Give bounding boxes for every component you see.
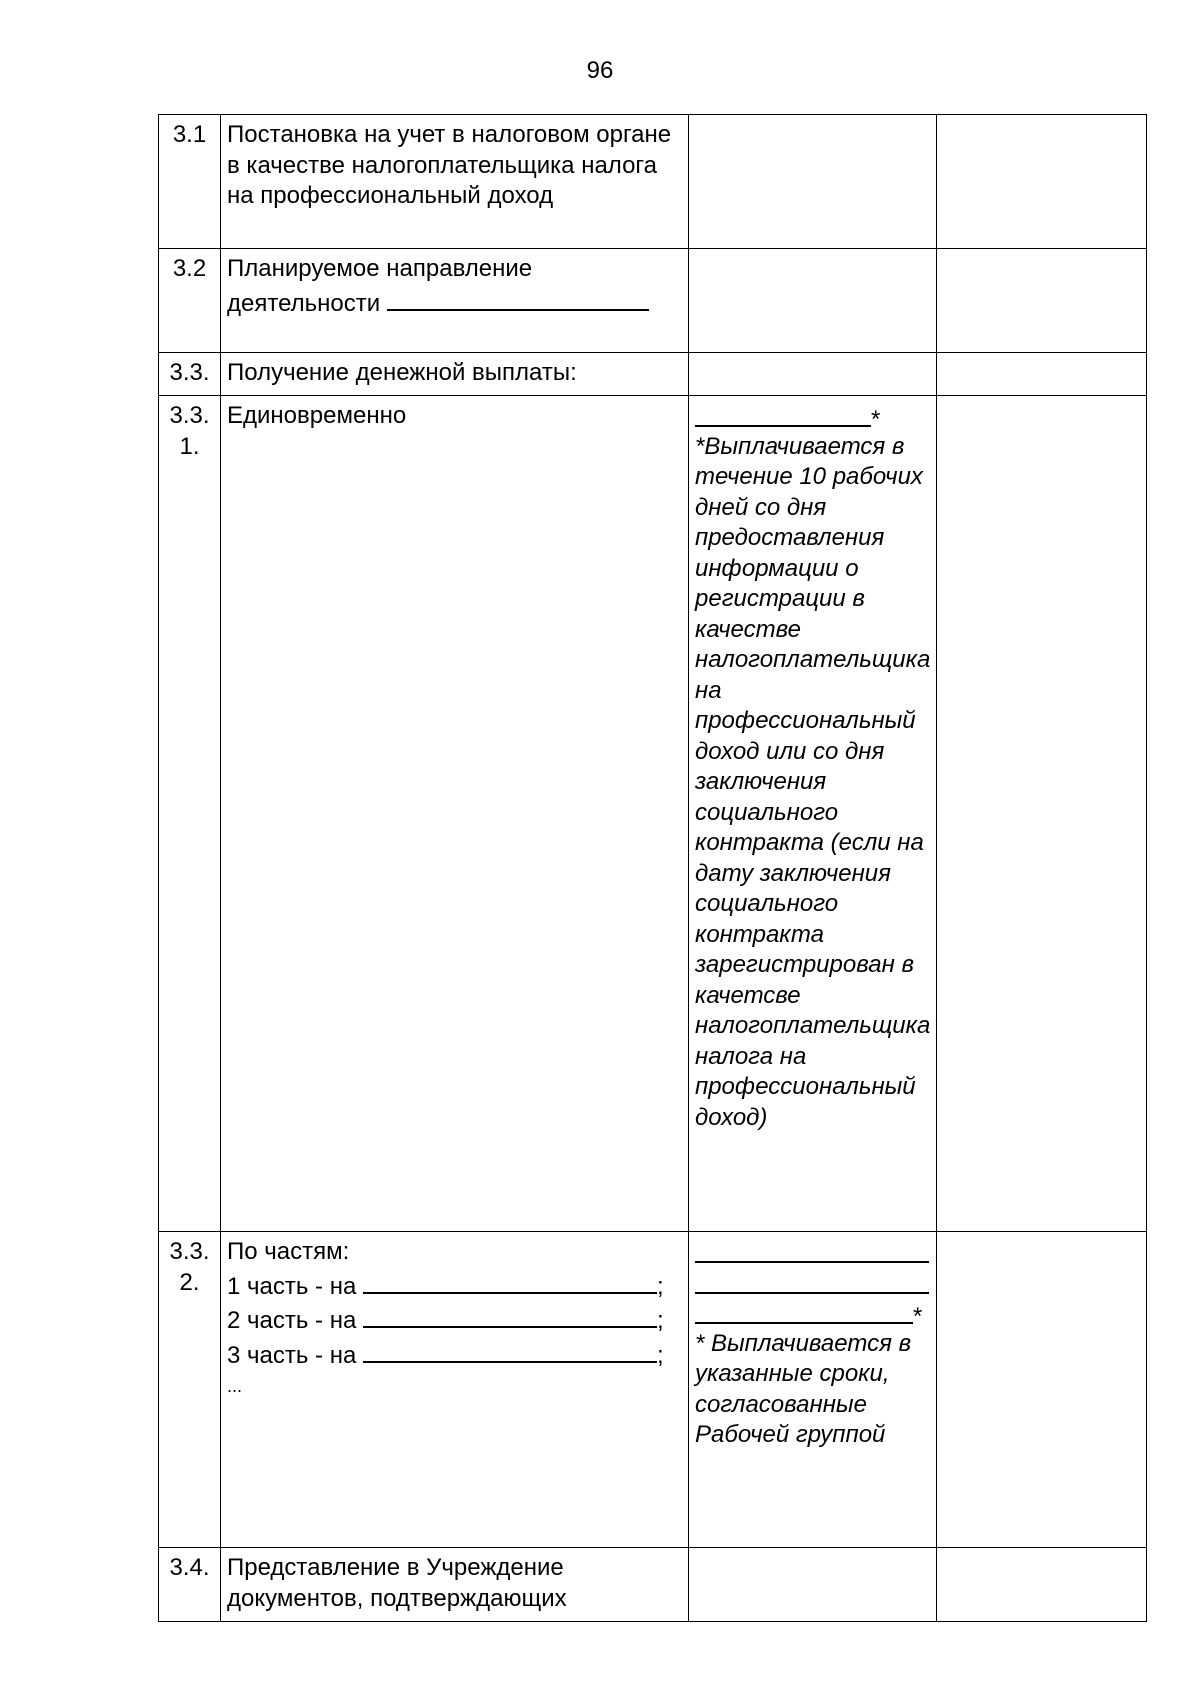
value-cell	[689, 1548, 937, 1622]
row-number: 3.1	[159, 115, 221, 249]
part-line: 3 часть - на ;	[227, 1337, 682, 1372]
payment-note: *Выплачивается в течение 10 рабочих дней со дня предоставления информации о регистрации в качестве налогоплательщика на профессиональный доход или со дня заключения социального контракта (если на дату заключения социального контракта зарегистрирован в качетсве налогоплательщика налога на профессиональный доход)	[695, 432, 931, 1131]
row-text-cell	[221, 249, 689, 353]
row-number: 3.3. 2.	[159, 1232, 221, 1548]
extra-cell	[937, 249, 1147, 353]
part-line: 2 часть - на ;	[227, 1302, 682, 1337]
fill-in-line	[363, 1337, 657, 1363]
fill-in-line	[387, 285, 649, 311]
table-row	[159, 115, 1147, 249]
fill-in-line	[695, 401, 871, 427]
table-row	[159, 1548, 1147, 1622]
row-text: Получение денежной выплаты:	[221, 353, 689, 396]
value-cell	[689, 353, 937, 396]
extra-cell	[937, 1548, 1147, 1622]
row-text: Единовременно	[221, 396, 689, 1232]
row-text: Постановка на учет в налоговом органе в качестве налогоплательщика налога на профессиональный доход	[221, 115, 689, 249]
value-cell	[689, 249, 937, 353]
row-number: 3.2	[159, 249, 221, 353]
document-table	[158, 114, 1147, 1622]
extra-cell	[937, 1232, 1147, 1548]
payment-note: * Выплачивается в указанные сроки, согласованные Рабочей группой	[695, 1329, 912, 1448]
ellipsis: ...	[227, 1376, 243, 1396]
row-text: Планируемое направление деятельности	[227, 255, 533, 317]
payment-cell	[689, 1232, 937, 1548]
signature-line	[695, 1298, 930, 1329]
row-number: 3.3.	[159, 353, 221, 396]
extra-cell	[937, 115, 1147, 249]
extra-cell	[937, 396, 1147, 1232]
signature-line	[695, 1237, 930, 1268]
table-row	[159, 396, 1147, 1232]
fill-in-line	[695, 1298, 913, 1324]
fill-in-line	[363, 1302, 657, 1328]
part-line: 1 часть - на ;	[227, 1268, 682, 1303]
page-number: 96	[586, 57, 614, 84]
footnote-marker: *	[871, 406, 881, 433]
signature-line	[695, 401, 930, 432]
row-text-cell	[221, 1232, 689, 1548]
value-cell	[689, 115, 937, 249]
row-number: 3.3. 1.	[159, 396, 221, 1232]
table-row	[159, 1232, 1147, 1548]
footnote-marker: *	[913, 1303, 923, 1330]
extra-cell	[937, 353, 1147, 396]
fill-in-line	[695, 1237, 929, 1263]
row-text: Представление в Учреждение документов, подтверждающих	[221, 1548, 689, 1622]
row-number: 3.4.	[159, 1548, 221, 1622]
payment-cell	[689, 396, 937, 1232]
fill-in-line	[363, 1268, 657, 1294]
signature-line	[695, 1268, 930, 1299]
table-row	[159, 353, 1147, 396]
row-title: По частям:	[227, 1238, 350, 1265]
fill-in-line	[695, 1268, 929, 1294]
table-row	[159, 249, 1147, 353]
